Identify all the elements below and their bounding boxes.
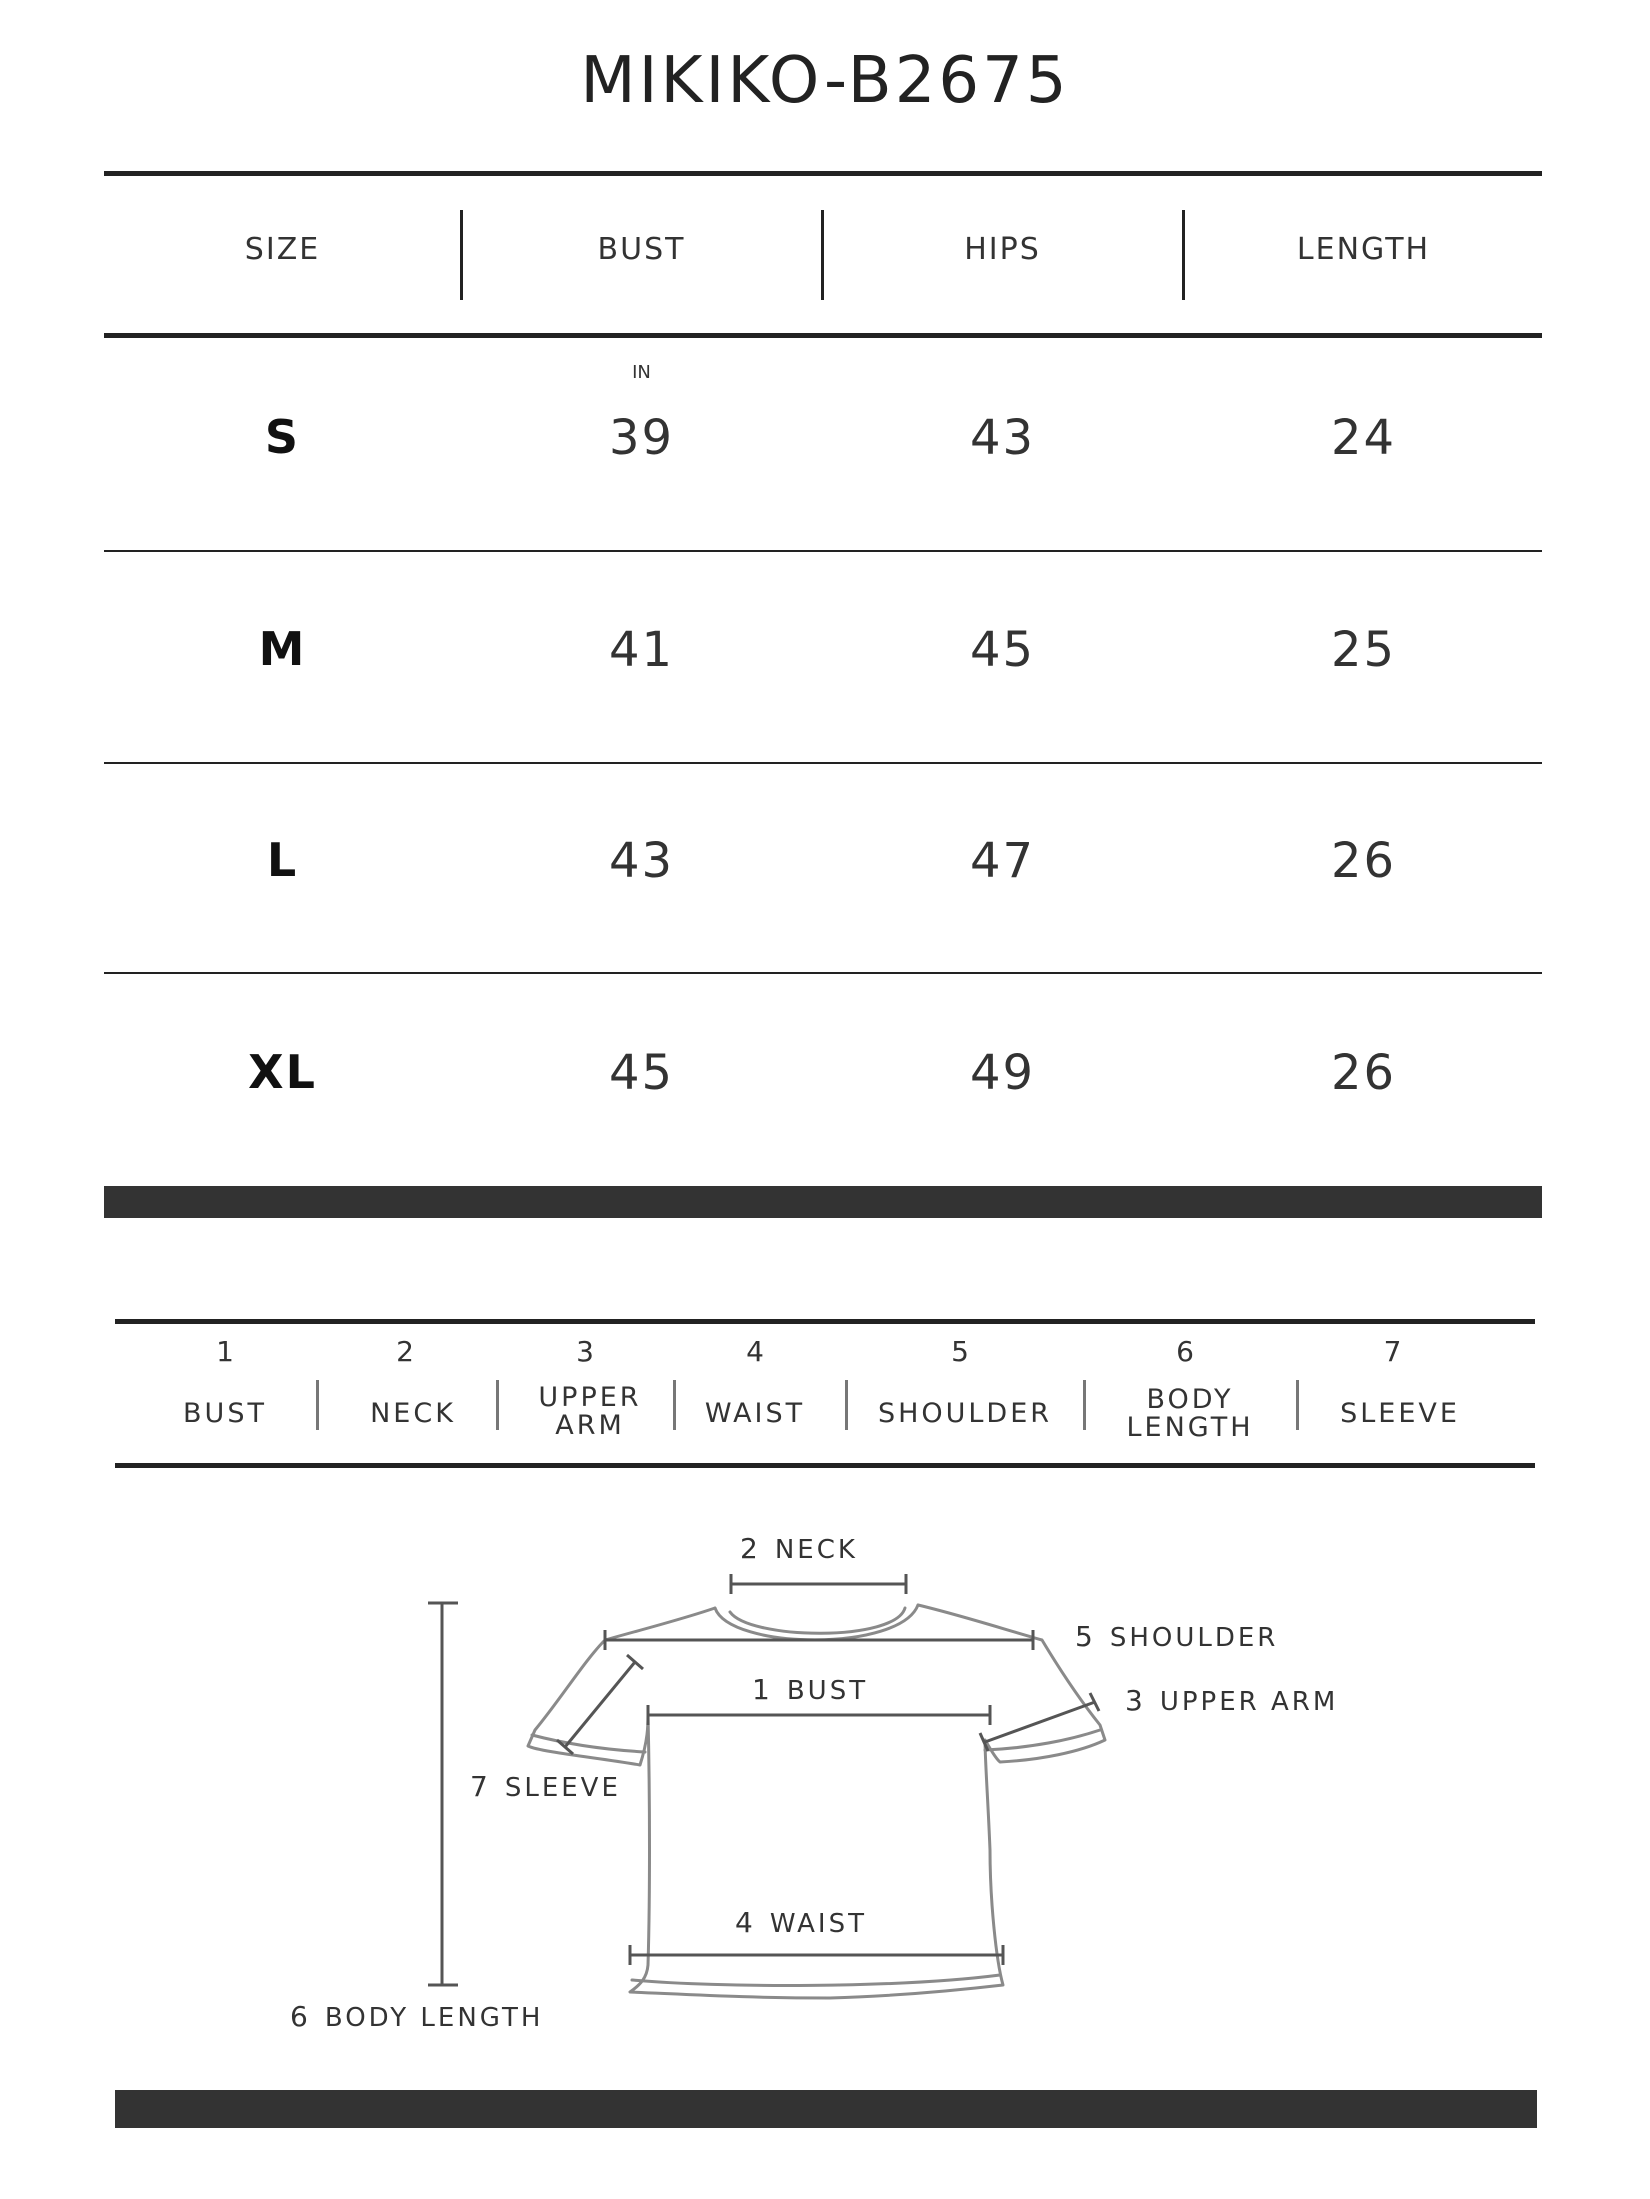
diagram-num: 6 [290,2000,311,2033]
diagram-text: SHOULDER [1109,1623,1279,1653]
bust-cell: 39 [608,410,675,466]
bust-cell: 41 [608,622,675,678]
legend-label: ARM [555,1410,625,1441]
diagram-num: 3 [1125,1684,1146,1717]
length-cell: 26 [1330,833,1397,889]
diagram-label-shoulder [1075,1620,1278,1653]
header-bust: BUST [597,232,686,267]
page-title: MIKIKO-B2675 [580,44,1070,118]
legend-num: 3 [576,1335,594,1368]
legend-num: 6 [1176,1335,1194,1368]
legend-label: BUST [183,1398,267,1429]
legend-num: 1 [216,1335,234,1368]
legend-label: SLEEVE [1340,1398,1460,1429]
diagram-label-body-length [290,2000,543,2033]
length-cell: 25 [1330,622,1397,678]
legend-label: SHOULDER [877,1398,1053,1429]
legend-label: LENGTH [1126,1412,1254,1443]
diagram-label-sleeve [470,1770,621,1803]
length-cell: 26 [1330,1045,1397,1101]
bust-cell: 43 [608,833,675,889]
diagram-text: UPPER ARM [1159,1687,1339,1717]
legend-num: 2 [396,1335,414,1368]
size-cell: L [266,833,299,887]
diagram-num: 7 [470,1770,491,1803]
diagram-label-neck [740,1532,858,1565]
header-hips: HIPS [964,232,1041,267]
hips-cell: 47 [969,833,1036,889]
bust-cell: 45 [608,1045,675,1101]
diagram-label-upper-arm [1125,1684,1338,1717]
diagram-text: BODY LENGTH [324,2003,544,2033]
legend-label: WAIST [704,1398,806,1429]
diagram-num: 4 [735,1906,756,1939]
legend-num: 5 [951,1335,969,1368]
diagram-text: BUST [786,1676,869,1706]
diagram-text: NECK [774,1535,858,1565]
diagram-text: SLEEVE [504,1773,621,1803]
hips-cell: 43 [969,410,1036,466]
diagram-num: 1 [752,1673,773,1706]
header-size: SIZE [244,232,321,267]
hips-cell: 49 [969,1045,1036,1101]
diagram-num: 5 [1075,1620,1096,1653]
page-bottom-bar [115,2090,1537,2128]
header-length: LENGTH [1296,232,1431,267]
diagram-text: WAIST [769,1909,867,1939]
unit-label: IN [632,362,651,383]
legend-num: 7 [1383,1335,1402,1368]
legend-label: NECK [370,1398,456,1429]
legend-label: BODY [1146,1384,1234,1415]
hips-cell: 45 [969,622,1036,678]
diagram-label-waist [735,1906,867,1939]
size-cell: M [258,622,307,676]
size-cell: S [264,410,301,464]
legend-label: UPPER [538,1382,642,1413]
diagram-label-bust [752,1673,868,1706]
size-cell: XL [248,1045,317,1099]
length-cell: 24 [1330,410,1397,466]
legend-num: 4 [746,1335,764,1368]
diagram-num: 2 [740,1532,761,1565]
